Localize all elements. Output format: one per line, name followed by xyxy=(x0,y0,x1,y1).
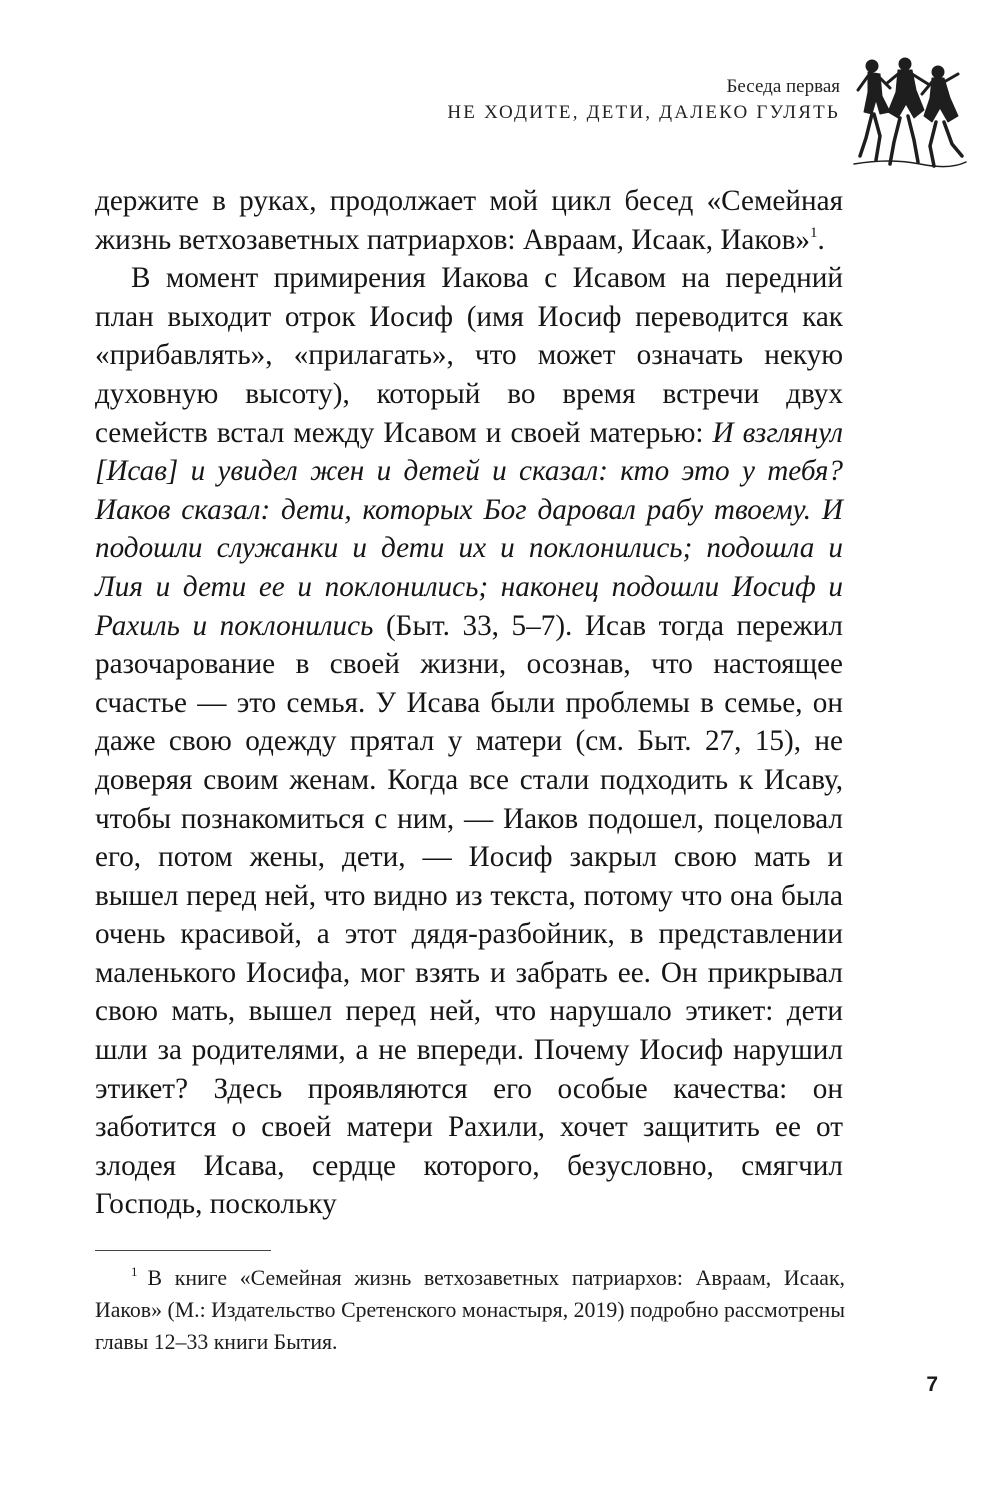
footnote-reference: 1 xyxy=(810,224,818,241)
paragraph-1-text: держите в руках, продолжает мой цикл бесед «Семейная жизнь ветхозаветных патриархов: Авраам, Исаак, Иаков» xyxy=(95,185,843,256)
footnote xyxy=(95,1262,845,1358)
footnote-separator xyxy=(95,1250,271,1251)
dancing-figures-engraving-icon xyxy=(850,52,968,170)
running-head-section: Беседа первая xyxy=(726,76,840,97)
page-number: 7 xyxy=(926,1373,938,1396)
scripture-quote: И взглянул [Исав] и увидел жен и детей и сказал: кто это у тебя? Иаков сказал: дети, которых Бог даровал рабу твоему. И подошли служанки и дети их и поклонились; подошла и Лия и дети ее и поклонились; наконец подошли Иосиф и Рахиль и поклонились xyxy=(95,416,843,642)
footnote-paragraph xyxy=(95,1262,845,1358)
footnote-number: 1 xyxy=(131,1264,138,1279)
paragraph-2-text-after-quote: (Быт. 33, 5–7). Исав тогда пережил разочарование в своей жизни, осознав, что настоящее счастье — это семья. У Исава были проблемы в семье, он даже свою одежду прятал у матери (см. Быт. 27, 15), не доверяя своим женам. Когда все стали подходить к Исаву, чтобы познакомиться с ним, — Иаков подошел, поцеловал его, потом жены, дети, — Иосиф закрыл свою мать и вышел перед ней, что видно из текста, потому что она была очень красивой, а этот дядя-разбойник, в представлении маленького Иосифа, мог взять и забрать ее. Он прикрывал свою мать, вышел перед ней, что нарушало этикет: дети шли за родителями, а не впереди. Почему Иосиф нарушил этикет? Здесь проявляются его особые качества: он заботится о своей матери Рахили, хочет защитить ее от злодея Исава, сердце которого, безусловно, смягчил Господь, поскольку xyxy=(95,609,843,1221)
running-head-title: НЕ ХОДИТЕ, ДЕТИ, ДАЛЕКО ГУЛЯТЬ xyxy=(447,102,840,123)
paragraph-1-end: . xyxy=(817,223,825,256)
paragraph-2 xyxy=(95,259,843,1224)
running-head xyxy=(447,74,840,126)
paragraph-1 xyxy=(95,182,843,259)
paragraph-2-text-before-quote: В момент примирения Иакова с Исавом на передний план выходит отрок Иосиф (имя Иосиф переводится как «прибавлять», «прилагать», что может означать некую духовную высоту), который во время встречи двух семейств встал между Исавом и своей матерью: xyxy=(95,262,843,449)
footnote-text: В книге «Семейная жизнь ветхозаветных патриархов: Авраам, Исаак, Иаков» (М.: Издательство Сретенского монастыря, 2019) подробно рассмотрены главы 12–33 книги Бытия. xyxy=(95,1266,845,1354)
main-text xyxy=(95,182,843,1224)
